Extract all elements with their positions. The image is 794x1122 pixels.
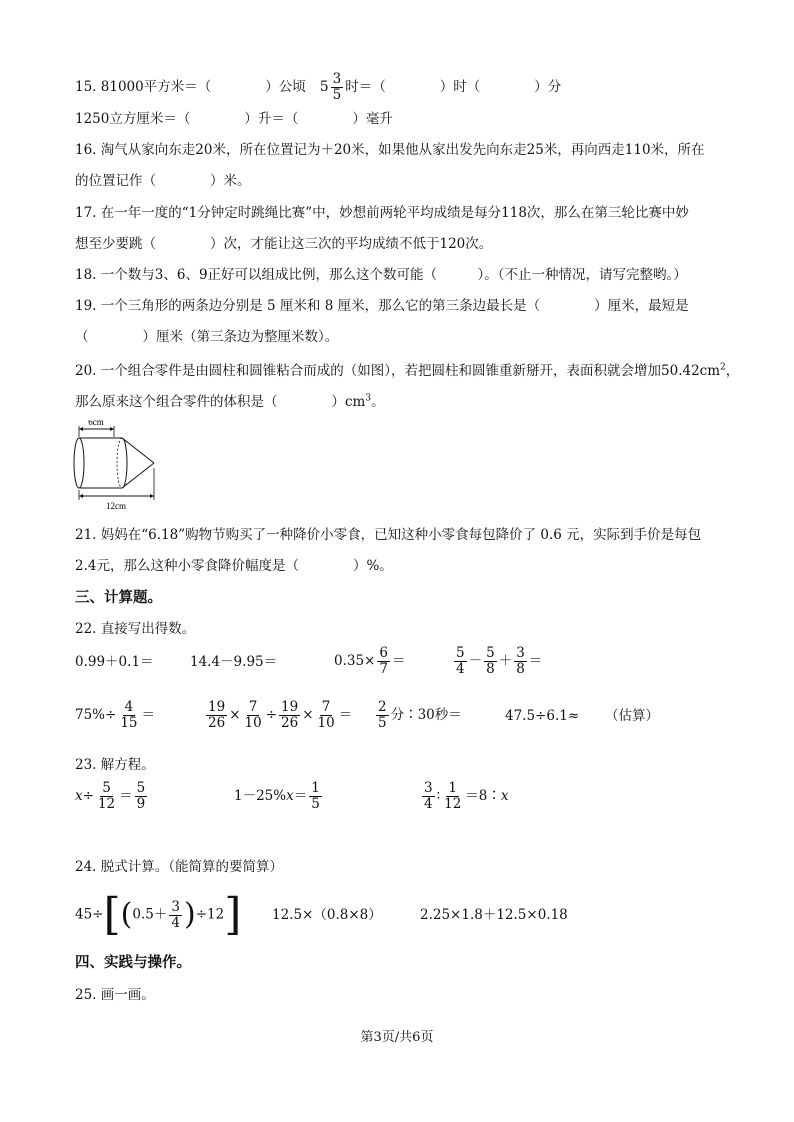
q23-eq2: 1－25%x＝ $\frac{1}{5}$ [234,780,320,812]
q24-calc1: 45÷[(0.5＋ $\frac{3}{4}$ )÷12] [75,889,242,940]
left-bracket: [ [103,889,121,940]
q24-calc3: 2.25×1.8＋12.5×0.18 [420,907,568,923]
right-paren: ) [183,897,196,932]
top-arrow-right [110,427,114,431]
q19-line1: 19. 一个三角形的两条边分别是 5 厘米和 8 厘米，那么它的第三条边最长是（ ）厘米，最短是 [75,298,689,314]
q21-line2: 2.4元，那么这种小零食降价幅度是（ ）%。 [75,558,393,574]
q15-line2: 1250立方厘米＝（ ）升＝（ ）毫升 [75,111,393,127]
q22-r2-d: 47.5÷6.1≈ [505,708,580,724]
q19-line2: （ ）厘米（第三条边为整厘米数）。 [75,329,339,345]
cylinder-cone-figure [68,420,163,512]
q15-mixed-whole: 5 [319,79,329,95]
q15-fraction: $\frac{3}{5}$ [332,71,342,103]
q20-line2: 那么原来这个组合零件的体积是（ ）$cm^3$。 [75,393,385,410]
q16-line1: 16. 淘气从家向东走20米，所在位置记为＋20米，如果他从家出发先向东走25米，再向西走110米，所在 [75,142,705,158]
page-footer: 第3页/共6页 [360,1030,434,1045]
bottom-arrow-right [150,494,154,498]
q24-calc2: 12.5×（0.8×8） [272,907,382,923]
q20-line1: 20. 一个组合零件是由圆柱和圆锥粘合而成的（如图），若把圆柱和圆锥重新掰开，表面积就会增加$50.42cm^2$， [75,362,740,379]
cylinder-right-face [122,438,127,488]
q22-r2-c: $\frac{2}{5}$ 分∶30秒＝ [378,699,462,731]
q22-r2-note: （估算） [605,708,659,724]
q25-title: 25. 画一画。 [75,987,155,1003]
q22-r2-b: $\frac{19}{26}$ × $\frac{7}{10}$ ÷ $\frac{19}{26}$ × $\frac{7}{10}$ ＝ [208,699,353,731]
q22-r1-c: 0.35× $\frac{6}{7}$ ＝ [334,645,406,677]
cylinder-left-face [74,438,84,488]
q17-line1: 17. 在一年一度的“1分钟定时跳绳比赛”中，妙想前两轮平均成绩是每分118次，那么在第三轮比赛中妙 [75,205,689,221]
q22-r1-b: 14.4－9.95＝ [190,654,278,670]
right-bracket: ] [224,889,242,940]
q16-line2: 的位置记作（ ）米。 [75,173,251,189]
q22-r1-d: $\frac{5}{4}$ － $\frac{5}{8}$ ＋ $\frac{3}{8}$ ＝ [456,645,543,677]
bottom-arrow-left [79,494,83,498]
q18-line1: 18. 一个数与3、6、9正好可以组成比例，那么这个数可能（ ）。（不止一种情况，请写完整哟。） [75,267,687,283]
bottom-label: 12cm [106,501,126,511]
top-label: 6cm [88,420,104,427]
q24-title: 24. 脱式计算。（能简算的要简算） [75,859,284,875]
q23-eq3: $\frac{3}{4}$ ∶ $\frac{1}{12}$ ＝8∶x [424,780,509,812]
q22-r1-a: 0.99＋0.1＝ [75,654,154,670]
section4-title: 四、实践与操作。 [75,954,191,971]
cylinder-hidden-edge [117,438,122,488]
q22-r2-a: 75%÷ $\frac{4}{15}$ ＝ [75,699,156,731]
q15-line1: 15. 81000平方米＝（ ）公顷 5 $\frac{3}{5}$ 时＝（ ）时（ ）分 [75,71,562,103]
q23-title: 23. 解方程。 [75,757,155,773]
left-paren: ( [120,897,133,932]
top-arrow-left [79,427,83,431]
q17-line2: 想至少要跳（ ）次，才能让这三次的平均成绩不低于120次。 [75,236,493,252]
section3-title: 三、计算题。 [75,589,162,606]
q22-title: 22. 直接写出得数。 [75,621,196,637]
q23-eq1: x÷ $\frac{5}{12}$ ＝ $\frac{5}{9}$ [75,780,146,812]
q21-line1: 21. 妈妈在“6.18”购物节购买了一种降价小零食，已知这种小零食每包降价了 0.6 元，实际到手价是每包 [75,527,702,543]
